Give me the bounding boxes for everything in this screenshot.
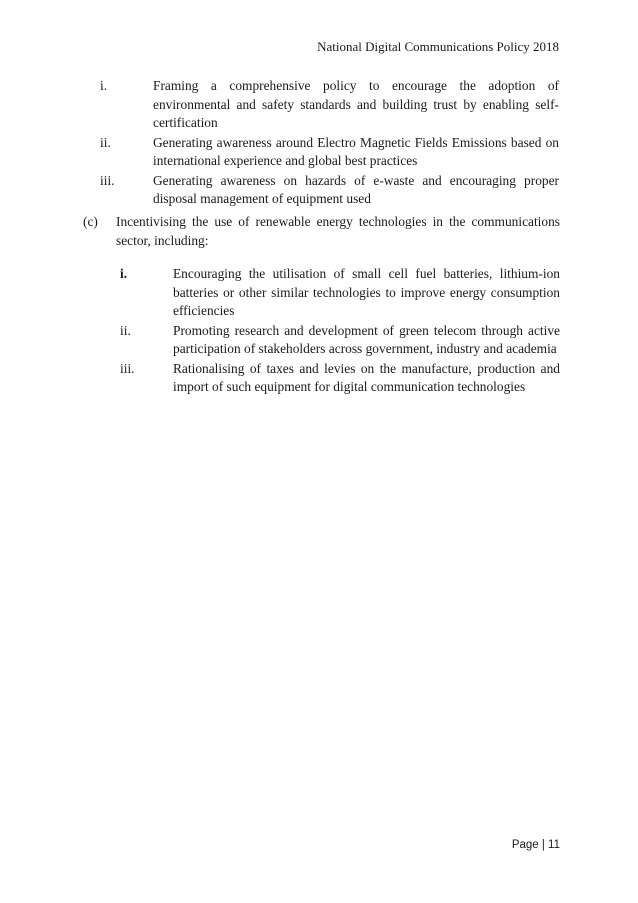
list-item-text: Promoting research and development of green telecom through active participation of stakeholders across government, industry and academia xyxy=(173,322,560,356)
list-item-number: ii. xyxy=(120,322,131,338)
list-item-text: Generating awareness around Electro Magnetic Fields Emissions based on international experience and global best practices xyxy=(153,134,559,168)
list-item-number: iii. xyxy=(120,360,135,376)
page-number: Page | 11 xyxy=(511,839,560,851)
list-item xyxy=(100,134,559,171)
section-c-text: Incentivising the use of renewable energy technologies in the communications sector, including: xyxy=(116,214,560,248)
list-item-number: i. xyxy=(100,78,108,93)
list-item xyxy=(100,172,559,209)
list-item-text: Framing a comprehensive policy to encourage the adoption of environmental and safety standards and building trust by enabling self-certification xyxy=(153,78,559,130)
list-item xyxy=(120,360,560,397)
list-item-text: Generating awareness on hazards of e-waste and encouraging proper disposal management of equipment used xyxy=(153,172,559,206)
running-header: National Digital Communications Policy 2018 xyxy=(317,39,559,54)
list-item xyxy=(100,77,559,133)
list-item-text: Encouraging the utilisation of small cell fuel batteries, lithium-ion batteries or other similar technologies to improve energy consumption efficiencies xyxy=(173,266,560,318)
list-item xyxy=(120,265,560,321)
section-c-paragraph xyxy=(83,212,560,250)
environment-measures-list xyxy=(100,77,559,210)
list-item-number: i. xyxy=(120,266,128,281)
renewable-energy-list xyxy=(120,265,560,398)
list-item-number: ii. xyxy=(100,134,111,150)
section-c-label: (c) xyxy=(83,214,98,229)
list-item-number: iii. xyxy=(100,172,115,188)
list-item xyxy=(120,322,560,359)
list-item-text: Rationalising of taxes and levies on the manufacture, production and import of such equipment for digital communication technologies xyxy=(173,360,560,394)
